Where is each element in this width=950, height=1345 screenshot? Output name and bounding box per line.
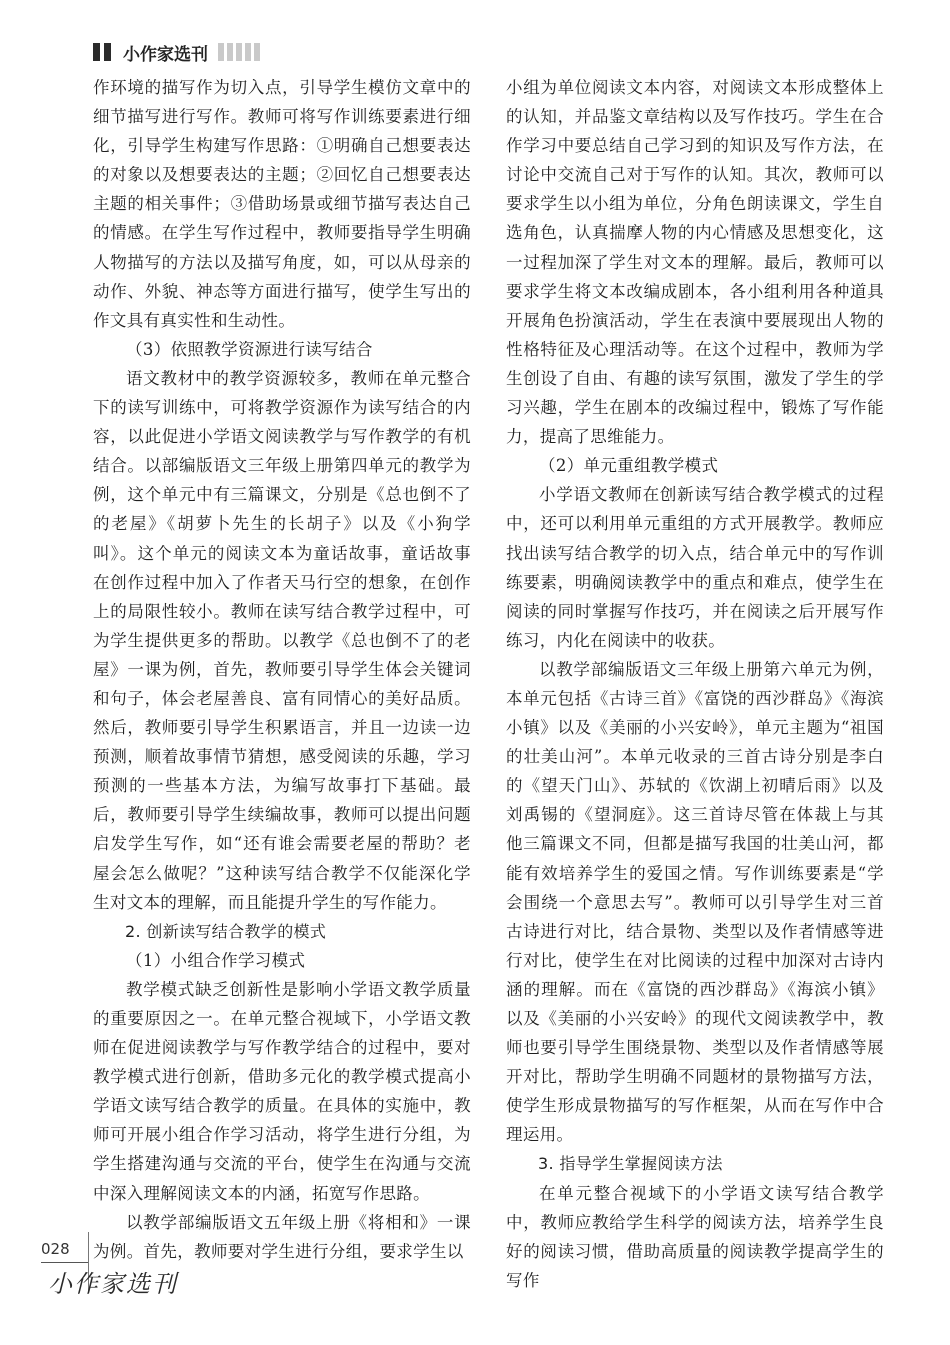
paragraph: 小学语文教师在创新读写结合教学模式的过程中，还可以利用单元重组的方式开展教学。教师应找出读写结合教学的切入点，结合单元中的写作训练要素，明确阅读教学中的重点和难点，使学生在阅读的同时掌握写作技巧，并在阅读之后开展写作练习，内化在阅读中的收获。	[506, 485, 884, 650]
header-bar-mark	[218, 43, 224, 61]
header-bar-mark	[93, 43, 100, 61]
header-bar-mark	[104, 43, 111, 61]
paragraph: 教学模式缺乏创新性是影响小学语文教学质量的重要原因之一。在单元整合视域下，小学语文教师在促进阅读教学与写作教学结合的过程中，要对教学模式进行创新，借助多元化的教学模式提高小学语文读写结合教学的质量。在具体的实施中，教师可开展小组合作学习活动，将学生进行分组，为学生搭建沟通与交流的平台，使学生在沟通与交流中深入理解阅读文本的内涵，拓宽写作思路。	[93, 979, 471, 1203]
subsection-heading: （3）依照教学资源进行读写结合	[126, 339, 373, 359]
paragraph: 在单元整合视域下的小学语文读写结合教学中，教师应教给学生科学的阅读方法，培养学生良好的阅读习惯，借助高质量的阅读教学提高学生的写作	[506, 1183, 884, 1290]
section-heading: 2. 创新读写结合教学的模式	[125, 921, 327, 941]
paragraph: 作环境的描写作为切入点，引导学生模仿文章中的细节描写进行写作。教师可将写作训练要素进行细化，引导学生构建写作思路：①明确自己想要表达的对象以及想要表达的主题；②回忆自己想要表达主题的相关事件；③借助场景或细节描写表达自己的情感。在学生写作过程中，教师要指导学生明确人物描写的方法以及描写角度，如，可以从母亲的动作、外貌、神态等方面进行描写，使学生写出的作文具有真实性和生动性。	[93, 78, 471, 330]
journal-title: 小作家选刊	[123, 44, 208, 65]
footer-divider	[41, 1262, 89, 1263]
paragraph: 语文教材中的教学资源较多，教师在单元整合下的读写训练中，可将教学资源作为读写结合的内容，以此促进小学语文阅读教学与写作教学的有机结合。以部编版语文三年级上册第四单元的教学为例，这个单元中有三篇课文，分别是《总也倒不了的老屋》《胡萝卜先生的长胡子》以及《小狗学叫》。这个单元的阅读文本为童话故事，童话故事在创作过程中加入了作者天马行空的想象，在创作上的局限性较小。教师在读写结合教学过程中，可为学生提供更多的帮助。以教学《总也倒不了的老屋》一课为例，首先，教师要引导学生体会关键词和句子，体会老屋善良、富有同情心的美好品质。然后，教师要引导学生积累语言，并且一边读一边预测，顺着故事情节猜想，感受阅读的乐趣，学习预测的一些基本方法，为编写故事打下基础。最后，教师要引导学生续编故事，教师可以提出问题启发学生写作，如“还有谁会需要老屋的帮助？老屋会怎么做呢？”这种读写结合教学不仅能深化学生对文本的理解，而且能提升学生的写作能力。	[93, 368, 471, 912]
header-bar-mark	[254, 43, 260, 61]
journal-logo	[46, 1264, 196, 1300]
right-column	[506, 73, 884, 1295]
page-number: 028	[41, 1240, 70, 1258]
paragraph: 小组为单位阅读文本内容，对阅读文本形成整体上的认知，并品鉴文章结构以及写作技巧。学生在合作学习中要总结自己学习到的知识及写作方法，在讨论中交流自己对于写作的认知。其次，教师可以要求学生以小组为单位，分角色朗读课文，学生自选角色，认真揣摩人物的内心情感及思想变化，这一过程加深了学生对文本的理解。最后，教师可以要求学生将文本改编成剧本，各小组利用各种道具开展角色扮演活动，学生在表演中要展现出人物的性格特征及心理活动等。在这个过程中，教师为学生创设了自由、有趣的读写氛围，激发了学生的学习兴趣，学生在剧本的改编过程中，锻炼了写作能力，提高了思维能力。	[506, 78, 884, 447]
subsection-heading: （2）单元重组教学模式	[539, 456, 719, 476]
section-heading: 3. 指导学生掌握阅读方法	[538, 1154, 723, 1174]
journal-logo-text: 小作家选刊	[48, 1270, 178, 1298]
header-bar-mark	[236, 43, 242, 61]
left-column	[93, 73, 471, 1266]
running-header	[93, 40, 263, 64]
paragraph: 以教学部编版语文三年级上册第六单元为例，本单元包括《古诗三首》《富饶的西沙群岛》《海滨小镇》以及《美丽的小兴安岭》，单元主题为“祖国的壮美山河”。本单元收录的三首古诗分别是李白的《望天门山》、苏轼的《饮湖上初晴后雨》以及刘禹锡的《望洞庭》。这三首诗尽管在体裁上与其他三篇课文不同，但都是描写我国的壮美山河，都能有效培养学生的爱国之情。写作训练要素是“学会围绕一个意思去写”。教师可以引导学生对三首古诗进行对比，结合景物、类型以及作者情感等进行对比，使学生在对比阅读的过程中加深对古诗内涵的理解。而在《富饶的西沙群岛》《海滨小镇》以及《美丽的小兴安岭》的现代文阅读教学中，教师也要引导学生围绕景物、类型以及作者情感等展开对比，帮助学生明确不同题材的景物描写方法，使学生形成景物描写的写作框架，从而在写作中合理运用。	[506, 659, 884, 1145]
header-bar-mark	[227, 43, 233, 61]
subsection-heading: （1）小组合作学习模式	[126, 950, 306, 970]
header-bar-mark	[245, 43, 251, 61]
paragraph: 以教学部编版语文五年级上册《将相和》一课为例。首先，教师要对学生进行分组，要求学生以	[93, 1212, 471, 1261]
